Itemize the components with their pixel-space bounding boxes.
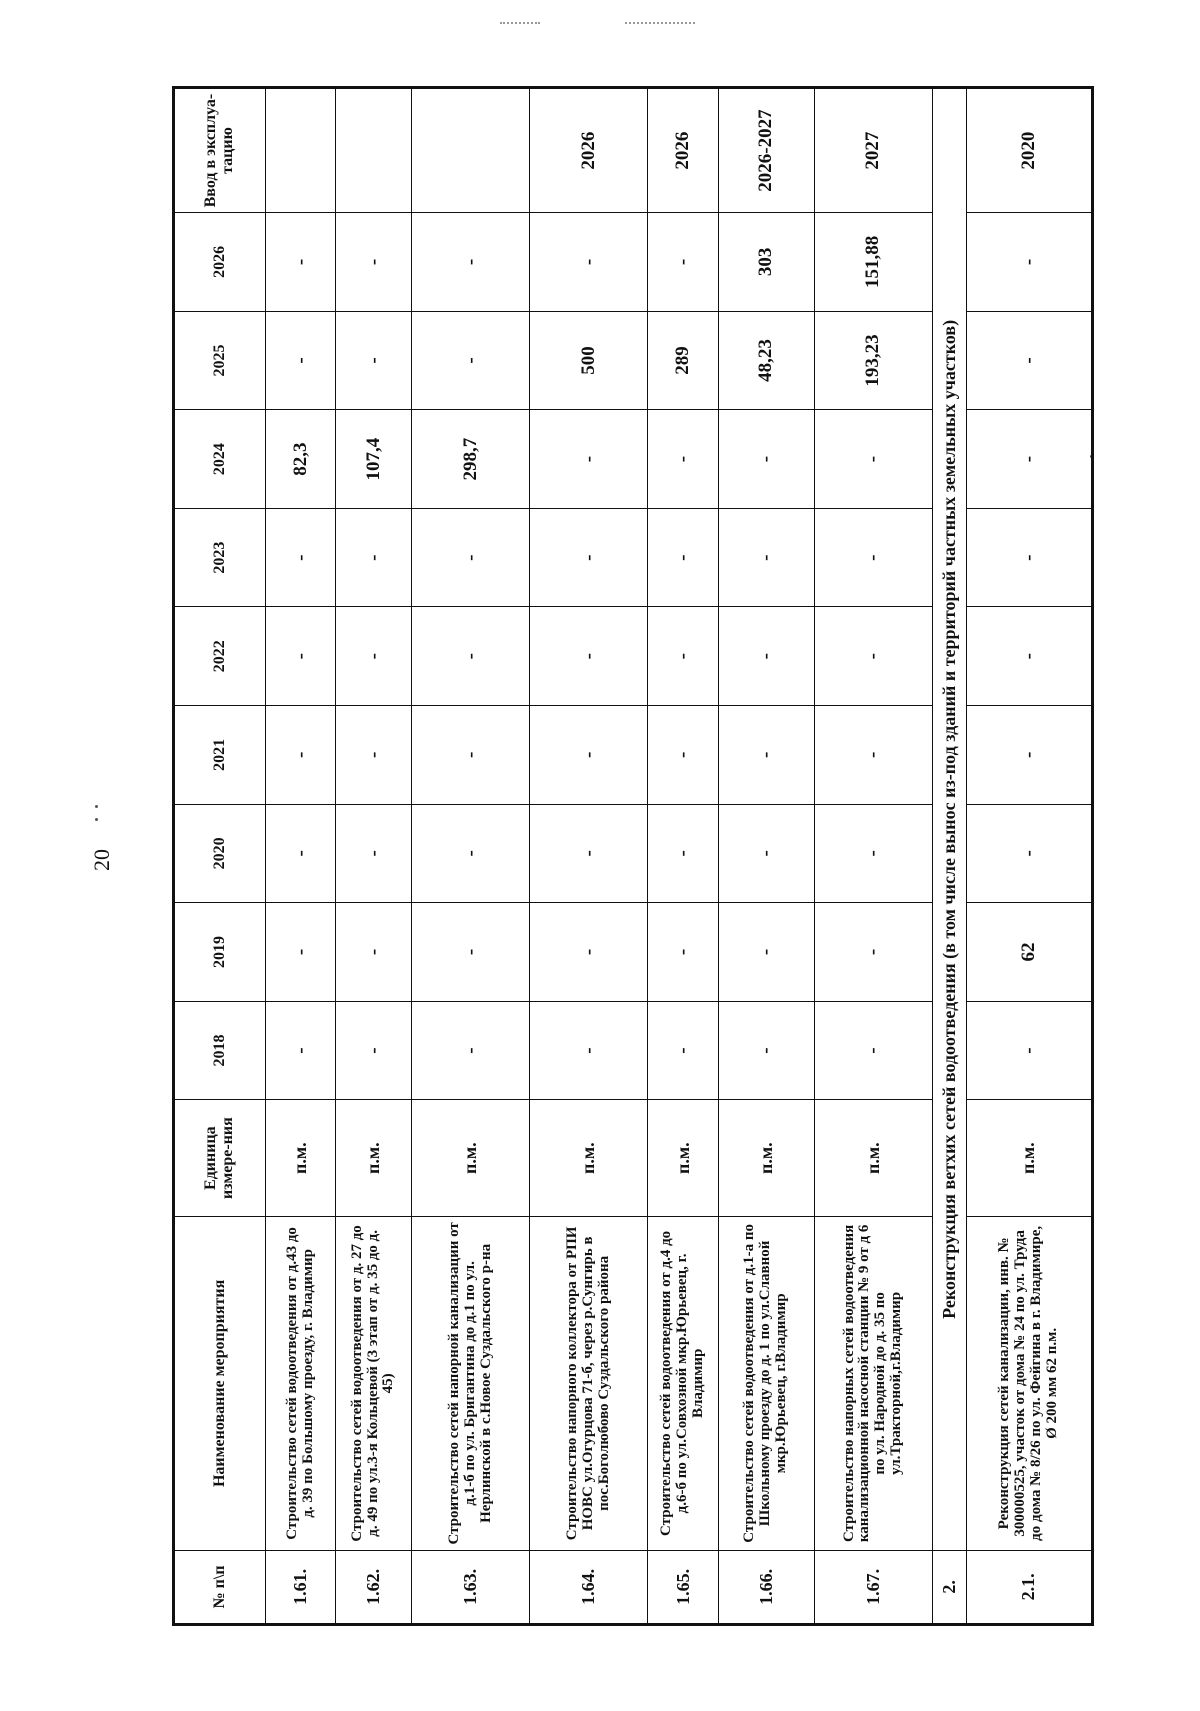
row-value-2022: - — [336, 607, 412, 706]
row-value-2018: - — [530, 1001, 648, 1100]
row-value-2024: 107,4 — [336, 410, 412, 509]
row-value-2021: - — [412, 706, 530, 805]
row-commissioning: 2026 — [648, 88, 718, 213]
section-num: 2. — [932, 1550, 966, 1624]
row-value-2021: - — [814, 706, 932, 805]
row-value-2025: - — [266, 311, 336, 410]
row-num: 1.65. — [648, 1550, 718, 1624]
row-value-2019: - — [336, 903, 412, 1002]
row-unit: п.м. — [648, 1100, 718, 1217]
row-value-2022: - — [530, 607, 648, 706]
row-num: 2.1. — [966, 1550, 1092, 1624]
row-value-2018: - — [966, 1001, 1092, 1100]
header-unit: Единица измере-ния — [174, 1100, 266, 1217]
row-value-2019: - — [718, 903, 814, 1002]
table-row — [648, 88, 718, 1625]
row-unit: п.м. — [336, 1100, 412, 1217]
row-name: Строительство сетей водоотведения от д. 27 до д. 49 по ул.3-я Кольцевой (3 этап от д. 35 до д. 45) — [336, 1216, 412, 1550]
row-value-2021: - — [718, 706, 814, 805]
header-num: № п\п — [174, 1550, 266, 1624]
row-value-2025: - — [966, 311, 1092, 410]
table-row — [966, 88, 1092, 1625]
header-year-2023: 2023 — [174, 508, 266, 607]
row-value-2018: - — [412, 1001, 530, 1100]
row-num: 1.62. — [336, 1550, 412, 1624]
row-value-2022: - — [648, 607, 718, 706]
row-value-2023: - — [266, 508, 336, 607]
row-value-2018: - — [718, 1001, 814, 1100]
page-number: 20 — [89, 849, 114, 871]
row-value-2021: - — [530, 706, 648, 805]
table-row — [718, 88, 814, 1625]
row-value-2024: - — [530, 410, 648, 509]
row-commissioning — [412, 88, 530, 213]
table-row — [530, 88, 648, 1625]
table-row — [412, 88, 530, 1625]
row-value-2019: - — [814, 903, 932, 1002]
row-value-2022: - — [266, 607, 336, 706]
scan-speck — [95, 818, 98, 821]
row-value-2023: - — [966, 508, 1092, 607]
row-value-2018: - — [336, 1001, 412, 1100]
row-value-2022: - — [814, 607, 932, 706]
row-num: 1.63. — [412, 1550, 530, 1624]
row-value-2018: - — [266, 1001, 336, 1100]
row-name: Строительство напорных сетей водоотведения канализационной насосной станции № 9 от д 6 по ул. Народной до д. 35 по ул.Тракторной,г.Владимир — [814, 1216, 932, 1550]
row-value-2018: - — [814, 1001, 932, 1100]
row-value-2026: 303 — [718, 213, 814, 312]
row-commissioning — [266, 88, 336, 213]
header-row — [174, 88, 266, 1625]
row-value-2022: - — [718, 607, 814, 706]
row-value-2023: - — [648, 508, 718, 607]
row-num: 1.67. — [814, 1550, 932, 1624]
header-year-2018: 2018 — [174, 1001, 266, 1100]
rotated-table-container — [172, 86, 1094, 1626]
row-name: Реконструкция сетей канализации, инв. № 300000525, участок от дома № 24 по ул. Труда до дома № 8/26 по ул. Фейгина в г. Владимире, Ø 200 мм 62 п.м. — [966, 1216, 1092, 1550]
row-value-2020: - — [966, 804, 1092, 903]
row-name: Строительство сетей водоотведения от д.43 до д. 39 по Большому проезду, г. Владимир — [266, 1216, 336, 1550]
row-num: 1.61. — [266, 1550, 336, 1624]
row-value-2024: - — [966, 410, 1092, 509]
row-value-2020: - — [266, 804, 336, 903]
header-year-2022: 2022 — [174, 607, 266, 706]
table-row — [336, 88, 412, 1625]
row-value-2023: - — [336, 508, 412, 607]
row-value-2025: 289 — [648, 311, 718, 410]
row-value-2023: - — [718, 508, 814, 607]
row-name: Строительство напорного коллектора от РПИ НОВС ул.Огурцова 71-б, через р.Сунгирь в пос.Боголюбово Суздальского района — [530, 1216, 648, 1550]
row-value-2020: - — [648, 804, 718, 903]
events-table — [172, 86, 1094, 1626]
row-value-2025: - — [412, 311, 530, 410]
header-year-2026: 2026 — [174, 213, 266, 312]
row-unit: п.м. — [814, 1100, 932, 1217]
header-year-2019: 2019 — [174, 903, 266, 1002]
row-value-2020: - — [814, 804, 932, 903]
row-value-2020: - — [718, 804, 814, 903]
row-unit: п.м. — [718, 1100, 814, 1217]
row-value-2025: 193,23 — [814, 311, 932, 410]
row-value-2022: - — [412, 607, 530, 706]
row-name: Строительство сетей водоотведения от д.1-а по Школьному проезду до д. 1 по ул.Славной мкр.Юрьевец, г.Владимир — [718, 1216, 814, 1550]
row-value-2026: - — [530, 213, 648, 312]
row-value-2023: - — [412, 508, 530, 607]
row-commissioning — [336, 88, 412, 213]
scan-noise-top-right — [625, 22, 695, 28]
row-value-2026: - — [336, 213, 412, 312]
section-row — [932, 88, 966, 1625]
row-value-2021: - — [648, 706, 718, 805]
row-value-2024: - — [648, 410, 718, 509]
header-year-2024: 2024 — [174, 410, 266, 509]
row-value-2024: 82,3 — [266, 410, 336, 509]
header-commissioning: Ввод в эксплуа-тацию — [174, 88, 266, 213]
row-value-2023: - — [530, 508, 648, 607]
row-unit: п.м. — [266, 1100, 336, 1217]
header-name: Наименование мероприятия — [174, 1216, 266, 1550]
row-value-2024: - — [814, 410, 932, 509]
row-value-2019: - — [530, 903, 648, 1002]
row-num: 1.66. — [718, 1550, 814, 1624]
row-value-2026: - — [412, 213, 530, 312]
row-value-2022: - — [966, 607, 1092, 706]
row-value-2021: - — [336, 706, 412, 805]
row-value-2021: - — [966, 706, 1092, 805]
row-value-2019: - — [266, 903, 336, 1002]
row-value-2024: - — [718, 410, 814, 509]
row-value-2019: 62 — [966, 903, 1092, 1002]
row-value-2020: - — [412, 804, 530, 903]
table-row — [266, 88, 336, 1625]
row-value-2021: - — [266, 706, 336, 805]
row-value-2026: - — [266, 213, 336, 312]
row-value-2019: - — [648, 903, 718, 1002]
row-value-2019: - — [412, 903, 530, 1002]
row-name: Строительство сетей напорной канализации от д.1-б по ул. Бригантина до д.1 по ул. Нерлинской в с.Новое Суздальского р-на — [412, 1216, 530, 1550]
header-year-2020: 2020 — [174, 804, 266, 903]
table-row — [814, 88, 932, 1625]
row-value-2025: 48,23 — [718, 311, 814, 410]
row-value-2025: - — [336, 311, 412, 410]
row-value-2026: - — [648, 213, 718, 312]
row-value-2020: - — [530, 804, 648, 903]
row-commissioning: 2027 — [814, 88, 932, 213]
row-commissioning: 2026-2027 — [718, 88, 814, 213]
row-commissioning: 2026 — [530, 88, 648, 213]
row-value-2024: 298,7 — [412, 410, 530, 509]
row-value-2026: 151,88 — [814, 213, 932, 312]
row-value-2026: - — [966, 213, 1092, 312]
header-year-2021: 2021 — [174, 706, 266, 805]
row-unit: п.м. — [966, 1100, 1092, 1217]
scan-speck — [95, 805, 98, 808]
row-value-2023: - — [814, 508, 932, 607]
row-value-2025: 500 — [530, 311, 648, 410]
row-num: 1.64. — [530, 1550, 648, 1624]
scan-noise-top-left — [500, 22, 540, 28]
row-commissioning: 2020 — [966, 88, 1092, 213]
row-name: Строительство сетей водоотведения от д.4 до д.6-б по ул.Совхозной мкр.Юрьевец, г. Владимир — [648, 1216, 718, 1550]
row-value-2018: - — [648, 1001, 718, 1100]
header-year-2025: 2025 — [174, 311, 266, 410]
row-value-2020: - — [336, 804, 412, 903]
row-unit: п.м. — [530, 1100, 648, 1217]
section-title: Реконструкция ветхих сетей водоотведения (в том числе вынос из-под зданий и территорий частных земельных участков) — [932, 88, 966, 1551]
row-unit: п.м. — [412, 1100, 530, 1217]
